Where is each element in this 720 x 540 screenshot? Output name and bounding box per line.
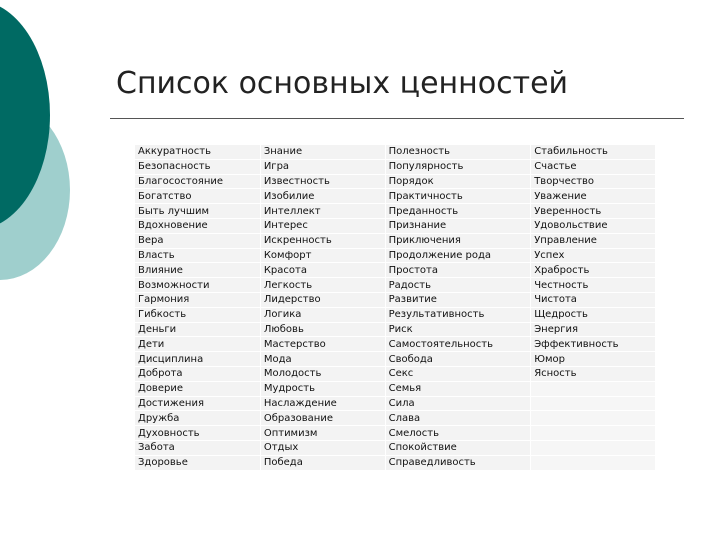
table-row xyxy=(135,426,656,441)
value-cell: Семья xyxy=(385,381,531,396)
value-cell: Мастерство xyxy=(260,337,385,352)
value-cell: Храбрость xyxy=(531,263,656,278)
value-cell: Сила xyxy=(385,396,531,411)
table-row xyxy=(135,233,656,248)
empty-cell xyxy=(531,455,656,470)
value-cell: Секс xyxy=(385,366,531,381)
value-cell: Деньги xyxy=(135,322,261,337)
value-cell: Достижения xyxy=(135,396,261,411)
table-row xyxy=(135,337,656,352)
value-cell: Смелость xyxy=(385,426,531,441)
value-cell: Безопасность xyxy=(135,159,261,174)
value-cell: Радость xyxy=(385,278,531,293)
value-cell: Развитие xyxy=(385,292,531,307)
value-cell: Дети xyxy=(135,337,261,352)
value-cell: Отдых xyxy=(260,440,385,455)
value-cell: Уверенность xyxy=(531,204,656,219)
value-cell: Творчество xyxy=(531,174,656,189)
value-cell: Результативность xyxy=(385,307,531,322)
value-cell: Знание xyxy=(260,145,385,160)
value-cell: Доброта xyxy=(135,366,261,381)
table-row xyxy=(135,411,656,426)
value-cell: Влияние xyxy=(135,263,261,278)
value-cell: Практичность xyxy=(385,189,531,204)
value-cell: Вдохновение xyxy=(135,218,261,233)
table-row xyxy=(135,396,656,411)
table-row xyxy=(135,440,656,455)
title-divider xyxy=(110,118,684,119)
table-row xyxy=(135,307,656,322)
table-row xyxy=(135,381,656,396)
value-cell: Честность xyxy=(531,278,656,293)
value-cell: Логика xyxy=(260,307,385,322)
value-cell: Лидерство xyxy=(260,292,385,307)
value-cell: Счастье xyxy=(531,159,656,174)
value-cell: Управление xyxy=(531,233,656,248)
value-cell: Гармония xyxy=(135,292,261,307)
table-row xyxy=(135,189,656,204)
table-row xyxy=(135,248,656,263)
value-cell: Риск xyxy=(385,322,531,337)
value-cell: Дружба xyxy=(135,411,261,426)
value-cell: Любовь xyxy=(260,322,385,337)
value-cell: Юмор xyxy=(531,352,656,367)
table-row xyxy=(135,352,656,367)
empty-cell xyxy=(531,440,656,455)
value-cell: Свобода xyxy=(385,352,531,367)
value-cell: Быть лучшим xyxy=(135,204,261,219)
value-cell: Удовольствие xyxy=(531,218,656,233)
value-cell: Признание xyxy=(385,218,531,233)
value-cell: Возможности xyxy=(135,278,261,293)
value-cell: Изобилие xyxy=(260,189,385,204)
value-cell: Наслаждение xyxy=(260,396,385,411)
value-cell: Аккуратность xyxy=(135,145,261,160)
value-cell: Власть xyxy=(135,248,261,263)
empty-cell xyxy=(531,381,656,396)
value-cell: Порядок xyxy=(385,174,531,189)
table-row xyxy=(135,263,656,278)
value-cell: Вера xyxy=(135,233,261,248)
value-cell: Здоровье xyxy=(135,455,261,470)
value-cell: Легкость xyxy=(260,278,385,293)
value-cell: Богатство xyxy=(135,189,261,204)
value-cell: Образование xyxy=(260,411,385,426)
table-row xyxy=(135,159,656,174)
page-title: Список основных ценностей xyxy=(116,66,569,101)
value-cell: Молодость xyxy=(260,366,385,381)
value-cell: Продолжение рода xyxy=(385,248,531,263)
table-row xyxy=(135,218,656,233)
value-cell: Интеллект xyxy=(260,204,385,219)
value-cell: Полезность xyxy=(385,145,531,160)
empty-cell xyxy=(531,426,656,441)
value-cell: Красота xyxy=(260,263,385,278)
value-cell: Самостоятельность xyxy=(385,337,531,352)
value-cell: Преданность xyxy=(385,204,531,219)
empty-cell xyxy=(531,411,656,426)
table-row xyxy=(135,292,656,307)
table-row xyxy=(135,278,656,293)
value-cell: Известность xyxy=(260,174,385,189)
values-table-body xyxy=(135,145,656,471)
table-row xyxy=(135,455,656,470)
value-cell: Гибкость xyxy=(135,307,261,322)
value-cell: Слава xyxy=(385,411,531,426)
table-row xyxy=(135,204,656,219)
value-cell: Оптимизм xyxy=(260,426,385,441)
value-cell: Уважение xyxy=(531,189,656,204)
value-cell: Чистота xyxy=(531,292,656,307)
value-cell: Стабильность xyxy=(531,145,656,160)
table-row xyxy=(135,366,656,381)
value-cell: Комфорт xyxy=(260,248,385,263)
value-cell: Доверие xyxy=(135,381,261,396)
value-cell: Щедрость xyxy=(531,307,656,322)
value-cell: Забота xyxy=(135,440,261,455)
value-cell: Эффективность xyxy=(531,337,656,352)
value-cell: Простота xyxy=(385,263,531,278)
value-cell: Победа xyxy=(260,455,385,470)
value-cell: Справедливость xyxy=(385,455,531,470)
table-row xyxy=(135,174,656,189)
value-cell: Энергия xyxy=(531,322,656,337)
value-cell: Успех xyxy=(531,248,656,263)
value-cell: Игра xyxy=(260,159,385,174)
table-row xyxy=(135,322,656,337)
value-cell: Приключения xyxy=(385,233,531,248)
value-cell: Мода xyxy=(260,352,385,367)
value-cell: Дисциплина xyxy=(135,352,261,367)
value-cell: Благосостояние xyxy=(135,174,261,189)
value-cell: Популярность xyxy=(385,159,531,174)
value-cell: Спокойствие xyxy=(385,440,531,455)
value-cell: Ясность xyxy=(531,366,656,381)
table-row xyxy=(135,145,656,160)
value-cell: Искренность xyxy=(260,233,385,248)
values-table xyxy=(134,144,656,471)
value-cell: Интерес xyxy=(260,218,385,233)
value-cell: Мудрость xyxy=(260,381,385,396)
empty-cell xyxy=(531,396,656,411)
value-cell: Духовность xyxy=(135,426,261,441)
